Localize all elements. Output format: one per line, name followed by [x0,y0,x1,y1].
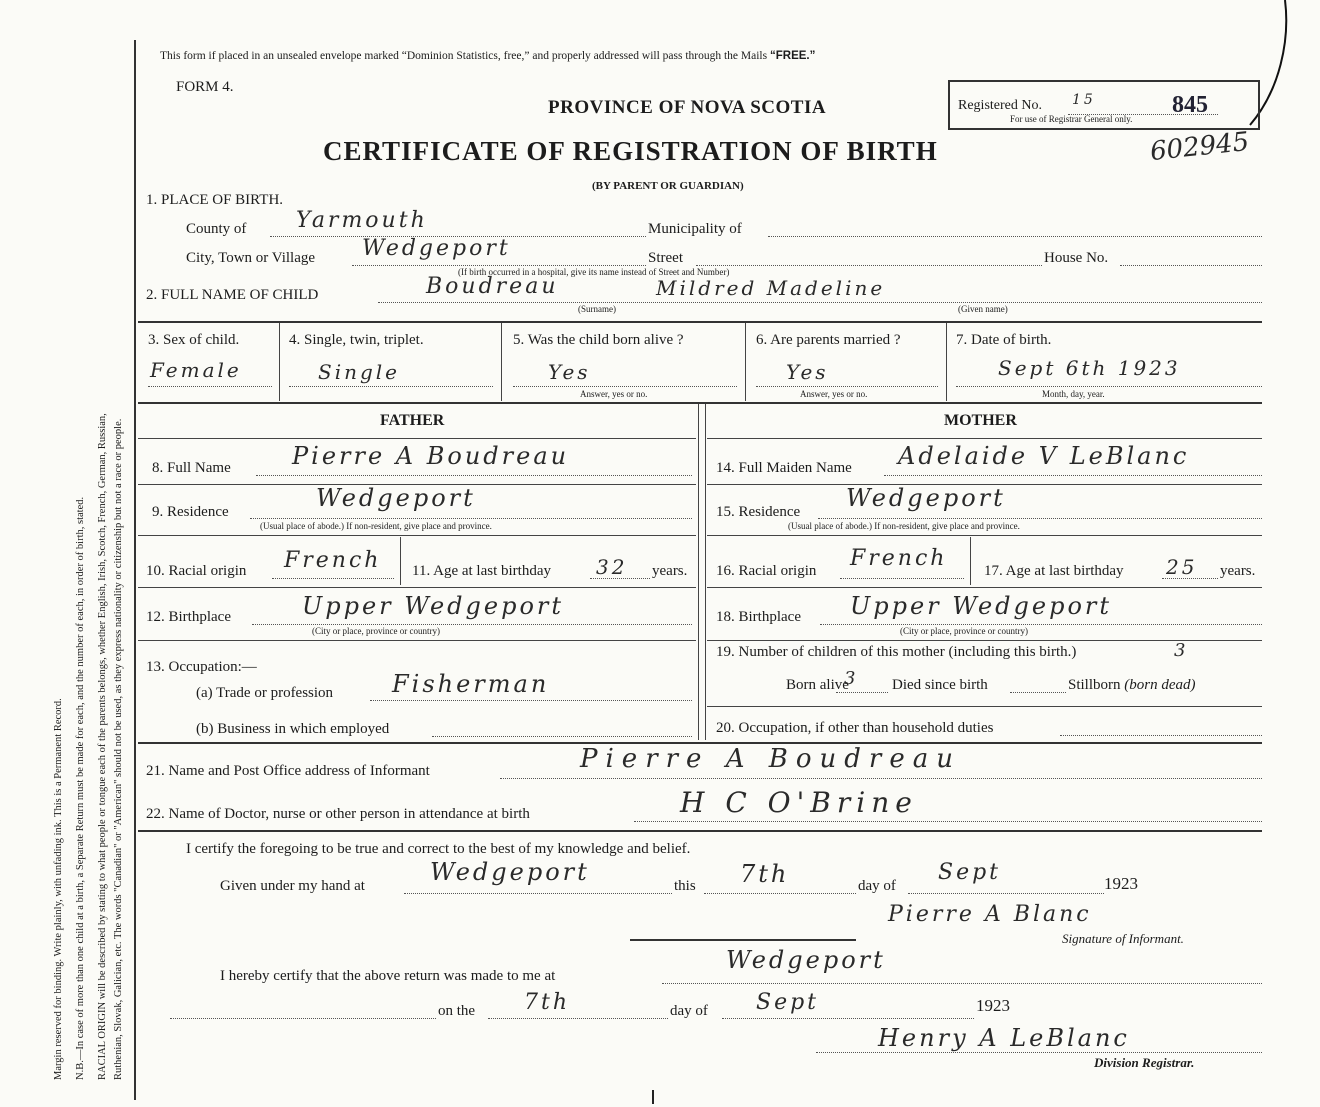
dob-value: Sept 6th 1923 [998,356,1181,380]
form-number: FORM 4. [176,79,234,95]
single-value: Single [318,360,401,384]
return-place-value: Wedgeport [726,946,886,974]
divider-parents [138,402,1262,404]
father-racial-label: 10. Racial origin [146,563,247,579]
day-of-label: day of [858,878,896,894]
born-alive-line [836,692,888,693]
divider-child-info [138,321,1262,323]
doctor-line [634,821,1262,822]
father-name-label: 8. Full Name [152,460,231,476]
municipality-label: Municipality of [648,221,742,237]
father-row-line-5 [138,640,696,641]
mother-age-years: years. [1220,563,1256,579]
alive-label: 5. Was the child born alive ? [513,332,684,348]
father-birthplace-line [252,624,692,625]
surname-note: (Surname) [578,304,616,314]
married-label: 6. Are parents married ? [756,332,901,348]
mother-abode-note: (Usual place of abode.) If non-resident, give place and province. [788,521,1020,531]
child-given-value: Mildred Madeline [656,276,886,300]
margin-note-binding: Margin reserved for binding. Write plainly, with unfading ink. This is a Permanent Record. [53,698,64,1080]
father-birthplace-label: 12. Birthplace [146,609,231,625]
registrar-signature-line [816,1052,1262,1053]
died-label: Died since birth [892,677,988,693]
father-business-line [432,736,692,737]
informant-signature-caption: Signature of Informant. [1062,931,1184,946]
certificate-title: CERTIFICATE OF REGISTRATION OF BIRTH [323,136,938,166]
registrar-note: For use of Registrar General only. [1010,114,1133,124]
given-place-value: Wedgeport [430,858,590,886]
father-racial-value: French [284,548,382,573]
father-trade-label: (a) Trade or profession [196,685,334,701]
registrar-caption: Division Registrar. [1094,1055,1195,1070]
father-row-line-4 [138,587,696,588]
father-heading: FATHER [380,412,445,429]
father-birthplace-note: (City or place, province or country) [312,626,440,636]
mother-racial-value: French [850,546,948,571]
on-month-value: Sept [756,990,820,1015]
given-note: (Given name) [958,304,1008,314]
mother-birthplace-label: 18. Birthplace [716,609,801,625]
child-surname-value: Boudreau [426,274,559,299]
single-line [289,386,493,387]
margin-note-nb: N.B.—In case of more than one child at a birth, a Separate Return must be made for each, and the number of each, in order of birth, stated. [75,496,86,1080]
stillborn-text: Stillborn [1068,677,1121,693]
hospital-note: (If birth occurred in a hospital, give its name instead of Street and Number) [458,267,730,277]
mother-birthplace-note: (City or place, province or country) [900,626,1028,636]
father-name-value: Pierre A Boudreau [292,442,570,470]
married-answer-note: Answer, yes or no. [800,389,868,399]
married-value: Yes [786,360,829,384]
single-label: 4. Single, twin, triplet. [289,332,424,348]
this-label: this [674,878,696,894]
alive-value: Yes [548,360,591,384]
month-value: Sept [938,860,1002,885]
province-heading: PROVINCE OF NOVA SCOTIA [548,97,827,118]
street-label: Street [648,250,683,266]
mother-children-label: 19. Number of children of this mother (including this birth.) [716,644,1077,660]
father-trade-value: Fisherman [392,670,550,698]
parents-divider-a [698,404,699,740]
registrar-signature: Henry A LeBlanc [878,1024,1130,1052]
mother-age-value: 25 [1166,555,1198,579]
divider-certify [138,830,1262,832]
year-value: 1923 [1104,874,1138,893]
mail-notice-text: This form if placed in an unsealed envelope marked “Dominion Statistics, free,” and properly addressed will pass through the Mails [160,50,768,62]
col-divider-2 [501,323,502,401]
dob-label: 7. Date of birth. [956,332,1052,348]
margin-note-racial: RACIAL ORIGIN will be described by stating to what people or tongue each of the parents belongs, whether English, Irish, Scotch, French, German, Russian, [97,413,108,1080]
mail-notice-free: “FREE.” [769,50,816,62]
given-label: Given under my hand at [220,878,365,894]
return-place-line [662,983,1262,984]
city-label: City, Town or Village [186,250,316,266]
child-name-label: 2. FULL NAME OF CHILD [146,287,319,303]
city-value: Wedgeport [362,236,511,261]
father-name-line [256,475,692,476]
mother-name-value: Adelaide V LeBlanc [898,442,1190,470]
informant-line [500,778,1262,779]
mother-row-line-6 [707,706,1262,707]
on-day-line [488,1018,668,1019]
born-alive-value: 3 [844,668,859,689]
stillborn-note: (born dead) [1124,677,1196,693]
county-value: Yarmouth [296,208,428,233]
mother-heading: MOTHER [944,412,1017,429]
mother-occupation-line [1060,735,1262,736]
dob-line [956,386,1262,387]
mother-birthplace-line [820,624,1262,625]
certificate-subtitle: (BY PARENT OR GUARDIAN) [592,180,744,192]
binding-margin-rule [134,40,136,1100]
given-place-line [404,893,672,894]
father-trade-line [370,700,692,701]
mother-age-label: 17. Age at last birthday [984,563,1124,579]
father-birthplace-value: Upper Wedgeport [302,592,565,620]
separator-rule [630,939,856,941]
mother-row-line-4 [707,587,1262,588]
father-occupation-label: 13. Occupation:— [146,659,257,675]
married-line [756,386,938,387]
alive-answer-note: Answer, yes or no. [580,389,648,399]
informant-signature: Pierre A Blanc [888,902,1092,927]
mother-racial-label: 16. Racial origin [716,563,817,579]
father-age-value: 32 [596,555,628,579]
return-lead-line [170,1018,436,1019]
father-racial-line [272,578,394,579]
on-day-of-label: day of [670,1003,708,1019]
registered-label: Registered No. [958,98,1042,113]
father-abode-note: (Usual place of abode.) If non-resident, give place and province. [260,521,492,531]
stillborn-label [1068,677,1196,694]
parents-divider-b [705,404,706,740]
month-line [908,893,1104,894]
day-value: 7th [740,860,790,888]
mother-racial-divider [970,537,971,585]
city-line [352,265,646,266]
registered-number: 845 [1172,92,1208,118]
father-racial-divider [400,537,401,585]
col-divider-1 [279,323,280,401]
sex-value: Female [150,358,242,382]
on-year-value: 1923 [976,996,1010,1015]
margin-note-racial-cont: Ruthenian, Slovak, Galician, etc. The words "Canadian" or "American" should not be used, as they express nationality or citizenship but not a race or people. [113,418,124,1080]
sex-label: 3. Sex of child. [148,332,240,348]
father-residence-line [250,518,692,519]
mother-racial-line [840,578,964,579]
informant-label: 21. Name and Post Office address of Informant [146,763,430,779]
alive-line [513,386,737,387]
father-row-line-1 [138,438,696,439]
house-label: House No. [1044,250,1109,266]
mother-children-value: 3 [1174,640,1189,661]
father-age-label: 11. Age at last birthday [412,563,551,579]
father-age-years: years. [652,563,688,579]
mother-birthplace-value: Upper Wedgeport [850,592,1113,620]
sex-line [148,386,272,387]
father-residence-value: Wedgeport [316,484,476,512]
return-line: I hereby certify that the above return was made to me at [220,968,556,984]
died-line [1010,692,1066,693]
on-the-label: on the [438,1003,476,1019]
mother-name-line [884,475,1262,476]
mother-residence-value: Wedgeport [846,484,1006,512]
col-divider-4 [946,323,947,401]
mother-occupation-label: 20. Occupation, if other than household duties [716,720,994,736]
mother-row-line-1 [707,438,1262,439]
father-residence-label: 9. Residence [152,504,229,520]
on-day-value: 7th [524,990,571,1015]
day-line [704,893,856,894]
father-business-label: (b) Business in which employed [196,721,390,737]
col-divider-3 [745,323,746,401]
informant-value: Pierre A Boudreau [580,744,961,774]
doctor-value: H C O'Brine [680,786,918,819]
registered-value: 15 [1072,92,1096,108]
county-label: County of [186,221,247,237]
mother-name-label: 14. Full Maiden Name [716,460,852,476]
born-alive-label: Born alive [786,677,849,693]
mother-row-line-3 [707,535,1262,536]
house-line [1120,265,1262,266]
mail-notice [160,50,815,62]
child-name-line [378,302,1262,303]
mother-residence-line [818,518,1262,519]
father-row-line-3 [138,535,696,536]
certify-line: I certify the foregoing to be true and correct to the best of my knowledge and belief. [186,841,691,857]
on-month-line [722,1018,974,1019]
street-line [696,265,1042,266]
place-heading: 1. PLACE OF BIRTH. [146,192,284,208]
municipality-line [768,236,1262,237]
mother-residence-label: 15. Residence [716,504,801,520]
bottom-tick-mark [652,1090,654,1104]
corner-number: 602945 [1148,126,1251,168]
doctor-label: 22. Name of Doctor, nurse or other person in attendance at birth [146,806,530,822]
dob-note: Month, day, year. [1042,389,1105,399]
